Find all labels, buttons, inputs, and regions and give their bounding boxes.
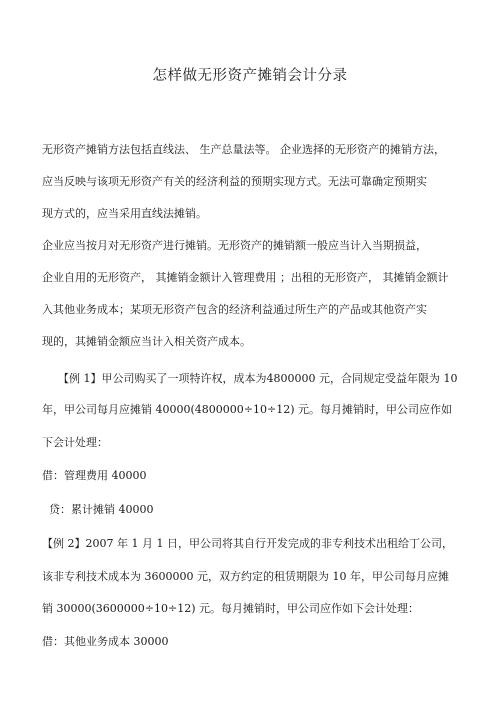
paragraph-line: 无形资产摊销方法包括直线法、 生产总量法等。 企业选择的无形资产的摊销方法， — [42, 143, 445, 156]
paragraph-line: 入其他业务成本；某项无形资产包含的经济利益通过所生产的产品或其他资产实 — [42, 303, 427, 316]
paragraph-line: 下会计处理： — [42, 436, 108, 449]
paragraph-line: 企业应当按月对无形资产进行摊销。无形资产的摊销额一般应当计入当期损益， — [42, 239, 427, 252]
paragraph-line: 现方式的，应当采用直线法摊销。 — [42, 207, 207, 220]
paragraph-line: 年，甲公司每月应摊销 40000(4800000÷10÷12) 元。每月摊销时，甲公司应作如 — [42, 403, 452, 416]
debit-entry: 借：管理费用 40000 — [42, 469, 147, 482]
paragraph-line: 该非专利技术成本为 3600000 元，双方约定的租赁期限为 10 年，甲公司每月应摊 — [42, 570, 449, 583]
paragraph-line: 现的，其摊销金额应当计入相关资产成本。 — [42, 335, 251, 348]
paragraph-line: 应当反映与该项无形资产有关的经济利益的预期实现方式。无法可靠确定预期实 — [42, 175, 427, 188]
document-title: 怎样做无形资产摊销会计分录 — [152, 68, 348, 84]
paragraph-line: 企业自用的无形资产， 其摊销金额计入管理费用 ；出租的无形资产， 其摊销金额计 — [42, 271, 449, 284]
example-2-line: 【例 2】2007 年 1 月 1 日，甲公司将其自行开发完成的非专利技术出租给丁公司， — [42, 537, 453, 550]
paragraph-line: 销 30000(3600000÷10÷12) 元。每月摊销时，甲公司应作如下会计处理： — [42, 602, 419, 615]
example-1-line: 【例 1】甲公司购买了一项特许权，成本为4800000 元，合同规定受益年限为 10 — [58, 372, 458, 385]
debit-entry: 借：其他业务成本 30000 — [42, 635, 169, 648]
credit-entry: 贷：累计摊销 40000 — [49, 503, 154, 516]
